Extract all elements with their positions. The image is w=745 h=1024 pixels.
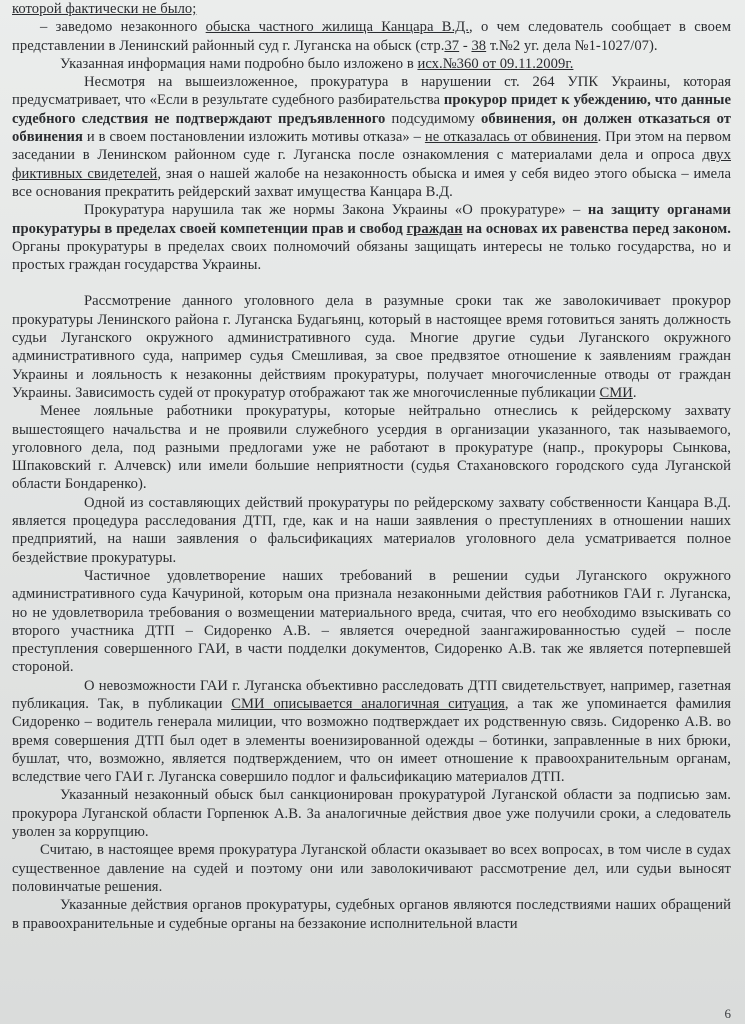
- text-underlined: СМИ описывается аналогичная ситуация: [231, 695, 505, 712]
- text: – заведомо незаконного: [40, 19, 206, 36]
- text-bold: на основах их равенства перед законом.: [462, 220, 731, 237]
- text: подсудимому: [385, 110, 482, 127]
- text-underlined: СМИ: [599, 384, 633, 401]
- text: Органы прокуратуры в пределах своих полномочий обязаны защищать интересы не только государства, но и простых граждан государства Украины.: [12, 238, 731, 274]
- text: О невозможности ГАИ г. Луганска объективно расследовать ДТП свидетельствует, например, газетная публикация. Так, в публикации: [12, 677, 731, 712]
- text-underlined: не отказалась от обвинения: [424, 129, 598, 146]
- text: Несмотря на вышеизложенное, прокуратура в нарушении ст. 264 УПК Украины, которая предусматривает, что «Если в результате судебного разбирательства: [12, 74, 731, 109]
- paragraph-1: [12, 18, 731, 55]
- text: , зная о нашей жалобе на незаконность обыска и имея у себя видео этого обыска – имела все основания прекратить рейдерский захват имущества Канцара В.Д.: [12, 165, 731, 200]
- text: . При этом на первом заседании в Ленинском районном суде г. Луганска после ознакомления с материалами дела и опроса: [12, 129, 731, 164]
- paragraph-12: [12, 896, 731, 933]
- paragraph-4: [12, 201, 731, 274]
- text: Менее лояльные работники прокуратуры, которые нейтрально отнеслись к рейдерскому захвату вышестоящего начальства и не проявили служебного усердия в организации указанного, так называемого, уголовного дела, под разными предлогами уже не работают в прокуратуре (напр., прокуроры Сынкова, Шпаковский г. Алчевск) или имели большие неприятности (судья Стахановского городского суда Луганской области Бондаренко).: [12, 403, 731, 493]
- text: .: [632, 384, 637, 401]
- paragraph-5: [12, 292, 731, 402]
- text: , а так же упоминается фамилия Сидоренко – водитель генерала милиции, что возможно подтверждает их родственную связь. Сидоренко А.В. во время совершения ДТП был одет в элементы военизированной одежды – ботинки, заправленные в них брюки, бушлат, что, возможно, является подтверждением, что он имеет отношение к правоохранительным органам, вследствие чего ГАИ г. Луганска совершило подлог и фальсификацию материалов ДТП.: [12, 695, 731, 786]
- text-bold: обвинения, он должен отказаться от обвинения: [12, 110, 731, 146]
- text: т.№2 уг. дела №1-1027/07).: [486, 37, 658, 54]
- text: Указанная информация нами подробно было изложено в: [60, 55, 418, 72]
- text: , о чем следователь сообщает в своем представлении в Ленинский районный суд г. Луганска на обыск (стр.: [12, 19, 731, 54]
- paragraph-3: [12, 73, 731, 201]
- text-underlined: обыска частного жилища Канцара В.Д.: [205, 19, 469, 36]
- text-underlined: исх.№360 от 09.11.2009г.: [417, 55, 574, 72]
- text: Считаю, в настоящее время прокуратура Луганской области оказывает во всех вопросах, в том числе в судах существенное давление на судей и поэтому они или заволокичивают рассмотрение дел, или судьи выносят половинчатые решения.: [12, 842, 731, 895]
- paragraph-gap: [12, 274, 731, 292]
- text: Одной из составляющих действий прокуратуры по рейдерскому захвату собственности Канцара В.Д. является процедура расследования ДТП, где, как и на наши заявления о преступлениях в отношении наших предприятий, на наши заявления о фальсификациях материалов уголовного дела усматривается полное бездействие прокуратуры.: [12, 494, 731, 566]
- paragraph-10: [12, 786, 731, 841]
- paragraph-9: [12, 677, 731, 787]
- text: -: [459, 37, 472, 54]
- text: Указанный незаконный обыск был санкционирован прокуратурой Луганской области за подписью зам. прокурора Луганской области Горпенюк А.В. За аналогичные действия двое уже получили сроки, а следователь уволен за коррупцию.: [12, 787, 731, 841]
- text-underlined: двух фиктивных свидетелей: [12, 147, 731, 182]
- text-bold: на защиту органами прокуратуры в пределах своей компетенции прав и свобод: [12, 202, 731, 237]
- text-underlined: 37: [444, 37, 460, 54]
- paragraph-11: [12, 841, 731, 896]
- text-underlined: которой фактически не было;: [12, 1, 197, 17]
- text: и в своем постановлении изложить мотивы отказа» –: [82, 129, 425, 146]
- paragraph-8: [12, 567, 731, 677]
- text: Частичное удовлетворение наших требований в решении судьи Луганского окружного административного суда Качуриной, которым она признала незаконными действия работников ГАИ г. Луганска, но не удовлетворила требования о возмещении материального вреда, считая, что его необходимо взыскивать со второго участника ДТП – Сидоренко А.В. – является очередной заангажированностью судей – после преступления совершенного ГАИ, в части подделки документов, Сидоренко А.В. так же является потерпевшей стороной.: [12, 567, 731, 676]
- text-bold-underlined: граждан: [406, 220, 463, 237]
- text-underlined: 38: [471, 37, 487, 54]
- text: Прокуратура нарушила так же нормы Закона Украины «О прокуратуре» –: [84, 202, 588, 219]
- paragraph-0: [12, 0, 731, 18]
- paragraph-2: [12, 55, 731, 73]
- text: Указанные действия органов прокуратуры, судебных органов являются последствиями наших обращений в правоохранительные и судебные органы на беззаконие исполнительной власти: [12, 897, 731, 932]
- paragraph-6: [12, 402, 731, 493]
- paragraph-7: [12, 494, 731, 567]
- page-number: 6: [724, 1006, 731, 1021]
- text: Рассмотрение данного уголовного дела в разумные сроки так же заволокичивает прокурор прокуратуры Ленинского района г. Луганска Будагьянц, который в настоящее время готовиться занять должность судьи Луганского окружного административного суда. Многие другие судьи Луганского окружного административного суда, например судья Смешливая, за свое предвзятое отношение к заявлениям граждан Украины и лояльность к незаконны действиям прокуратуры, получает многочисленные отводы от граждан Украины. Зависимость судей от прокуратур отображают так же многочисленные публикации: [12, 293, 731, 401]
- text-bold: прокурор придет к убеждению, что данные судебного следствия не подтверждают предъявленного: [12, 92, 731, 127]
